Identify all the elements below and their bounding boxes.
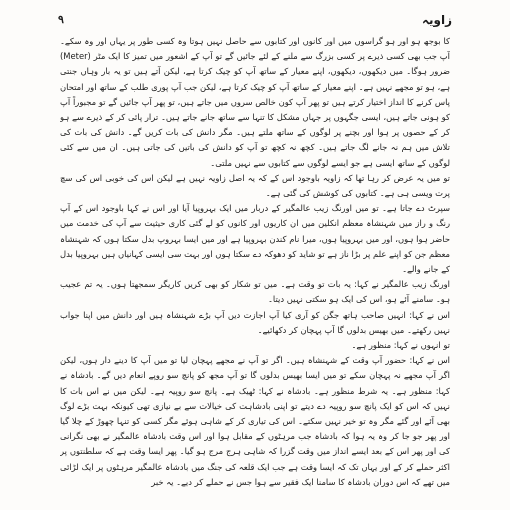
page-number: ۹ xyxy=(58,13,64,26)
paragraph: تو انہوں نے کہا: منظور ہے۔ xyxy=(351,340,450,351)
paragraph: سپرٹ دے جاتا ہے۔ تو میں اورنگ زیب عالمگیر کے دربار میں ایک بہروپیا آیا اور اس نے کہا باوجود اس کے آپ رنگ و راز میں شہنشاہ معظم انکلین میں ان کاریوں اور کانوں کو لے گئی کاری حیثیت سے آپ کی خدمت میں حاضر ہوا ہوں، اور میں بہروپیا ہوں، میرا نام کندن بہروپیا ہے اور میں ایسا بہروپ بدل سکتا ہوں کہ شہنشاہ معظم جن کو اپنے علم پر بڑا ناز ہے تو شاید کو دھوکہ دے سکتا ہوں اور بہت سی ایسی کہانیاں ہیں بہروپیا بدل کے جانے والے۔ xyxy=(60,203,450,275)
paragraph: اس نے کہا: انہیں صاحب ہاتھ جگن کو آری کیا آپ اجازت دیں آپ بڑے شہنشاہ ہیں اور دانش میں اپنا جواب نہیں رکھتے۔ میں بھیس بدلوں گا آپ پہچان کر دکھائیے۔ xyxy=(60,309,450,335)
paragraph: اس نے کہا: حضور آپ وقت کے شہنشاہ ہیں۔ اگر تو آپ نے مجھے پہچان لیا تو میں آپ کا دینے دار ہوں، لیکن اگر آپ مجھے نہ پہچان سکے تو میں ایسا بھیس بدلوں گا تو آپ مجھ کو پانچ سو روپے انعام دیں گے۔ بادشاہ نے کہا: منظور ہے۔ یہ شرط منظور ہے۔ بادشاہ نے کہا: ٹھیک ہے۔ پانچ سو روپیہ ہے۔ لیکن میں نے اس بات کا نہیں کہ اس کو ایک پانچ سو روپیہ دے دیتے تو اپنی بادشاہت کی خیالات سے بے نیازی تھی کیونکہ بہت بڑے لوگ بھی آئے اور گئے مگر وہ تو خیر نہیں سکتے۔ اس کی تیاری کر کے شاہی ہوئے مگر کسی کو تنہا چھوڑ کے چلا گیا اور پھر جو جا کر وہ یہ ہوا کہ بادشاہ جب مرہٹوں کے مقابل ہوا اور اس وقت بادشاہ عالمگیر نے بھی نگرانی کی اور پھر اس کے بعد ایسے انداز میں وقت گزرا کہ شاہی ہرج مرج ہو گیا۔ پھر ایسا وقت ہے کہ سلطنتوں پر اکثر حملے کر کے اور یہاں تک کہ ایسا وقت ہے جب ایک قلعہ کی جنگ میں بادشاہ عالمگیر مرہٹوں پر ایک لڑائی میں تھے کہ اس دوران بادشاہ کا سامنا ایک فقیر سے ہوا جس نے حملے کر دیے۔ یہ خبر xyxy=(60,355,450,487)
paragraph: تو میں یہ عرض کر رہا تھا کہ زاویہ باوجود اس کے کہ یہ اصل زاویہ نہیں ہے لیکن اس کی خوبی اس کی سچ پرت ویسی ہی ہے۔ کتابوں کی کوشش کی گئی ہے۔ xyxy=(60,172,450,199)
paragraph: اورنگ زیب عالمگیر نے کہا: یہ بات تو وقت ہے۔ میں تو شکار کو بھی کریں کاریگر سمجھتا ہوں۔ یہ تم عجیب ہو۔ سامنے آئے ہو، اس کی ایک ہو سکتی نہیں دیتا۔ xyxy=(60,279,450,305)
paragraph: کا بوجھ ہو اور ہو گراسوں میں اور کانوں اور کتابوں سے حاصل نہیں ہوتا وہ کسی طور پر یہاں اور وہ سکے۔ آپ جب بھی کسی ذیرے پر کسی بزرگ سے ملنے کے لئے جائیں گے تو آپ کے اشعور میں تمیز کا ایک مٹر (Meter) ضرور ہوگا۔ میں دیکھوں، دیکھوں، اپنے معیار کے ساتھ آپ کو چیک کرتا ہے، لیکن آتے ہیں تو یہ بار وہاں جنتی ہے، ہو تو مجھے نہیں ہے۔ اپنے معیار کے ساتھ آپ کو چیک کرتا ہے، لیکن جب آپ پوری طلب کے ساتھ اور امتحان پاس کرنے کا انداز اختیار کرتے ہیں تو پھر آپ کون خالص سروں میں جاتے ہیں، تو پھر آپ جائیں گے تو مجبوراً آپ کو ہونی جاتے ہیں، ایسی جگہوں پر جہاں مشکل کا تنہا سے ساتھ جانے جاتے ہیں۔ ترار پائی کر کے ذیرے سے ہو کر کے حصوں پر ہوا اور بچنے پر لوگوں کے ساتھ ملتے ہیں۔ مگر دانش کی بات کریں گے۔ دانش کی بات کی تلاش میں ہم نہ جانے لگ جاتے ہیں۔ کچھ نہ کچھ تو آپ کو دانش کی باتیں کی جاتی ہیں۔ ان میں سے کئی لوگوں کے ساتھ ایسی ہے جو ایسے لوگوں سے کتابوں سے نہیں ملتی۔ xyxy=(60,36,450,168)
body-text xyxy=(60,34,450,504)
page-header xyxy=(58,12,452,30)
running-title: زاویہ xyxy=(421,13,452,27)
